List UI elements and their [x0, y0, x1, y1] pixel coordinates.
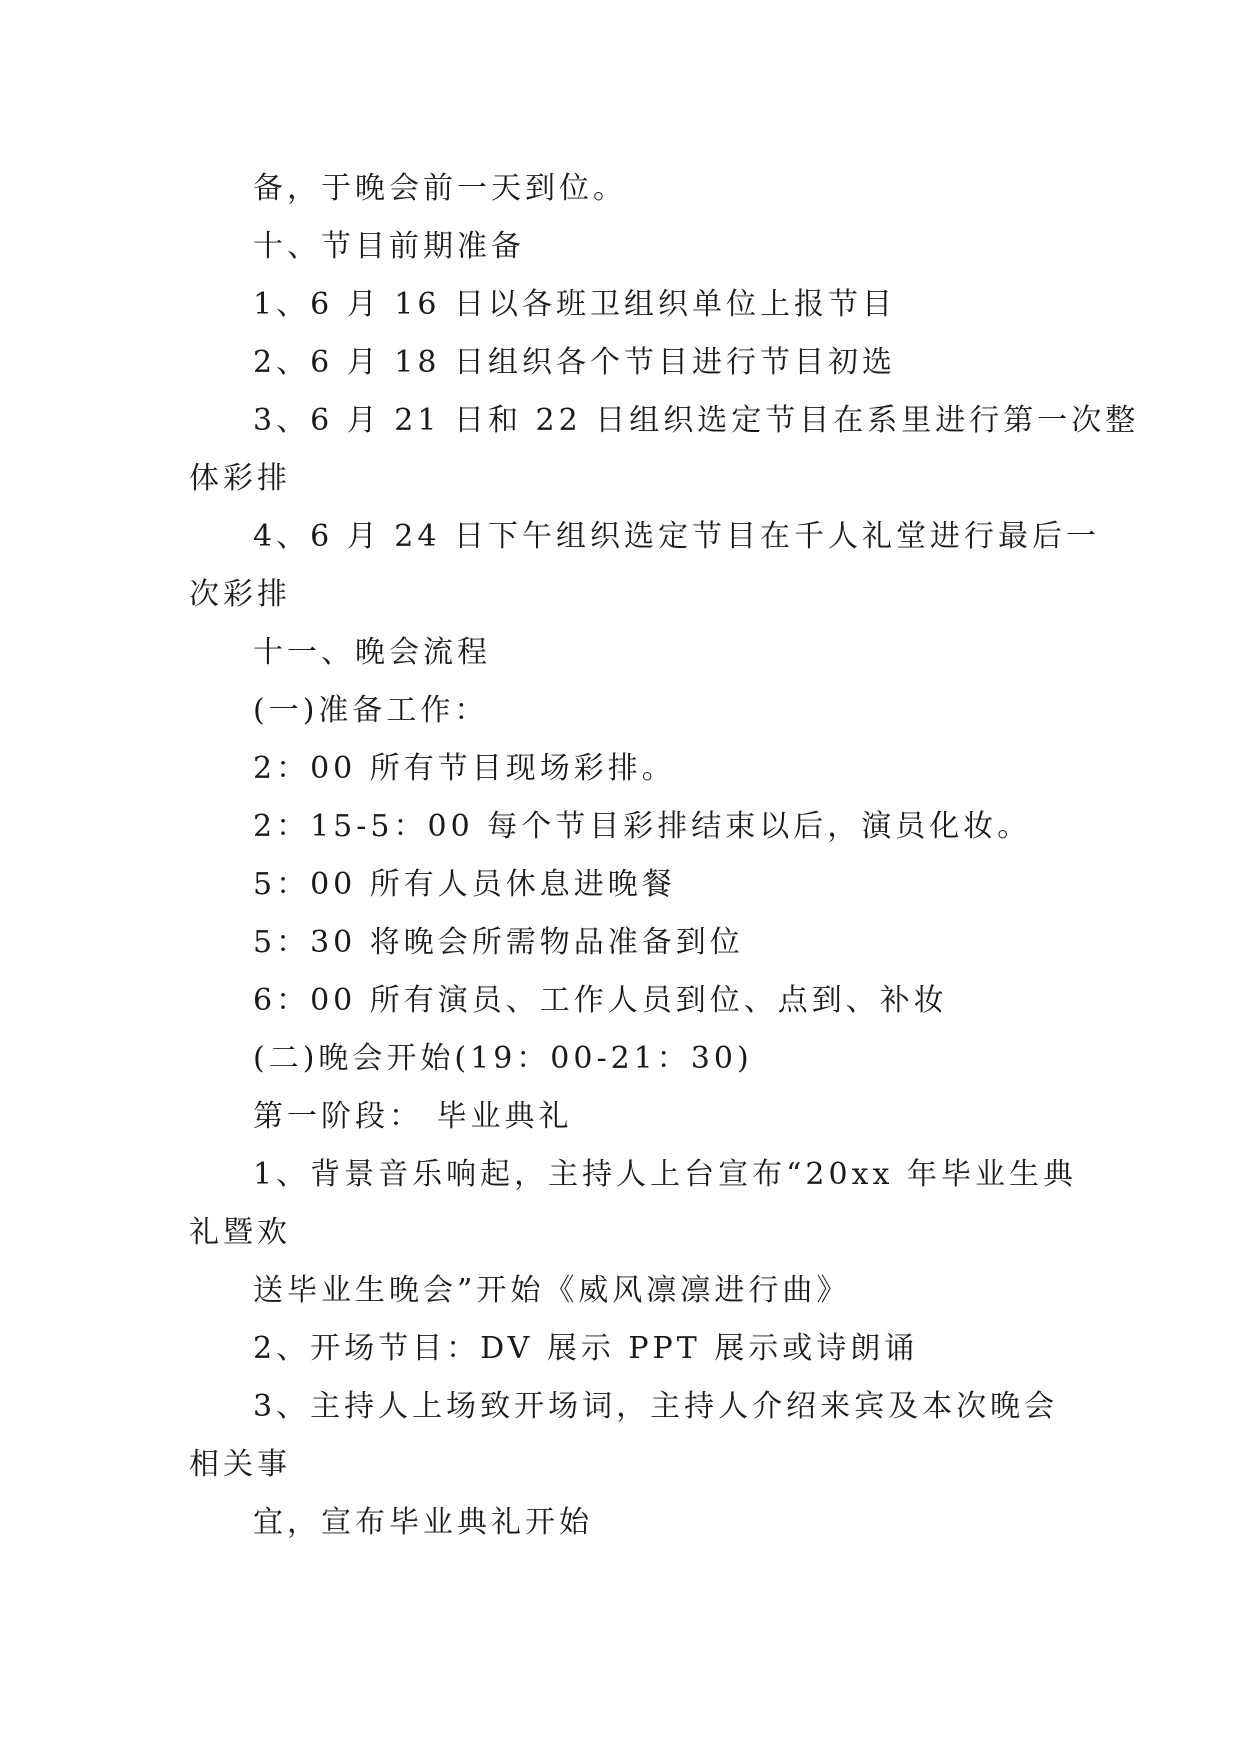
- schedule-item: 2：00 所有节目现场彩排。: [253, 751, 676, 786]
- document-body: [189, 160, 1140, 1552]
- stage-heading: 第一阶段： 毕业典礼: [253, 1099, 573, 1134]
- text-line: 礼暨欢: [189, 1215, 291, 1250]
- schedule-item: 6：00 所有演员、工作人员到位、点到、补妆: [253, 983, 948, 1018]
- text-line: 送毕业生晚会”开始《威风凛凛进行曲》: [253, 1273, 851, 1308]
- text-line: 3、6 月 21 日和 22 日组织选定节目在系里进行第一次整: [253, 403, 1140, 438]
- section-heading: 十、节目前期准备: [253, 229, 525, 264]
- schedule-item: 5：00 所有人员休息进晚餐: [253, 867, 676, 902]
- text-line: 备，于晚会前一天到位。: [253, 171, 627, 206]
- text-line: 宜，宣布毕业典礼开始: [253, 1505, 593, 1540]
- text-line: 2、6 月 18 日组织各个节目进行节目初选: [253, 345, 896, 380]
- text-line: 体彩排: [189, 461, 291, 496]
- text-line: 1、背景音乐响起，主持人上台宣布“20xx 年毕业生典: [253, 1157, 1077, 1192]
- subsection-heading: (二)晚会开始(19：00-21：30): [253, 1041, 753, 1076]
- text-line: 2、开场节目：DV 展示 PPT 展示或诗朗诵: [253, 1331, 919, 1366]
- text-line: 4、6 月 24 日下午组织选定节目在千人礼堂进行最后一: [253, 519, 1100, 554]
- schedule-item: 2：15-5：00 每个节目彩排结束以后，演员化妆。: [253, 809, 1032, 844]
- section-heading: 十一、晚会流程: [253, 635, 491, 670]
- text-line: 次彩排: [189, 577, 291, 612]
- text-line: 相关事: [189, 1447, 291, 1482]
- text-line: 1、6 月 16 日以各班卫组织单位上报节目: [253, 287, 896, 322]
- schedule-item: 5：30 将晚会所需物品准备到位: [253, 925, 744, 960]
- text-line: 3、主持人上场致开场词，主持人介绍来宾及本次晚会: [253, 1389, 1059, 1424]
- subsection-heading: (一)准备工作：: [253, 693, 489, 728]
